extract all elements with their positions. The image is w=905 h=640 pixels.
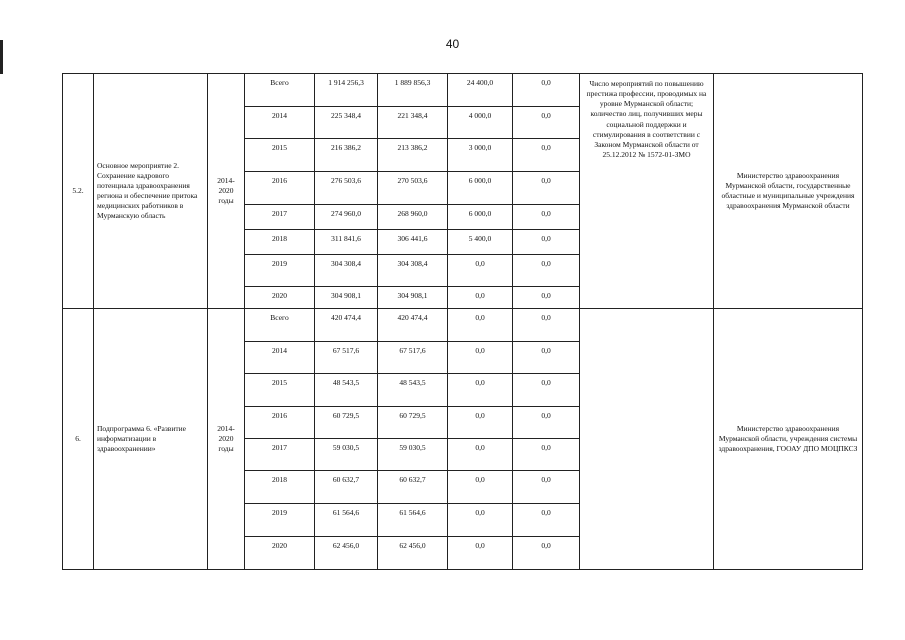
funding-cell-4: 0,0 (513, 255, 580, 287)
year-cell: 2020 (245, 537, 315, 570)
funding-cell-2: 304 908,1 (378, 287, 448, 309)
year-cell: Всего (245, 74, 315, 107)
funding-cell-2: 420 474,4 (378, 309, 448, 342)
funding-cell-4: 0,0 (513, 407, 580, 439)
funding-cell-4: 0,0 (513, 74, 580, 107)
total-cell: 48 543,5 (315, 374, 378, 407)
year-cell: 2016 (245, 407, 315, 439)
year-cell: 2017 (245, 205, 315, 230)
year-cell: 2019 (245, 504, 315, 537)
executor-cell: Министерство здравоохранения Мурманской области, государственные областные и муниципальные учреждения здравоохранения Мурманской области (714, 74, 863, 309)
total-cell: 67 517,6 (315, 342, 378, 374)
funding-cell-3: 6 000,0 (448, 205, 513, 230)
total-cell: 276 503,6 (315, 172, 378, 205)
funding-cell-3: 0,0 (448, 439, 513, 471)
funding-cell-2: 61 564,6 (378, 504, 448, 537)
funding-cell-4: 0,0 (513, 172, 580, 205)
year-cell: 2014 (245, 342, 315, 374)
funding-cell-3: 24 400,0 (448, 74, 513, 107)
section-index: 6. (63, 309, 94, 570)
funding-cell-2: 306 441,6 (378, 230, 448, 255)
funding-cell-4: 0,0 (513, 471, 580, 504)
funding-cell-2: 221 348,4 (378, 107, 448, 139)
funding-cell-2: 60 632,7 (378, 471, 448, 504)
funding-cell-3: 0,0 (448, 471, 513, 504)
indicator-cell (580, 309, 714, 570)
funding-cell-3: 0,0 (448, 407, 513, 439)
funding-cell-4: 0,0 (513, 537, 580, 570)
year-cell: 2020 (245, 287, 315, 309)
total-cell: 274 960,0 (315, 205, 378, 230)
funding-cell-2: 48 543,5 (378, 374, 448, 407)
funding-cell-3: 0,0 (448, 255, 513, 287)
total-cell: 225 348,4 (315, 107, 378, 139)
funding-cell-2: 60 729,5 (378, 407, 448, 439)
year-cell: 2018 (245, 230, 315, 255)
year-cell: 2015 (245, 139, 315, 172)
section-index: 5.2. (63, 74, 94, 309)
funding-cell-3: 0,0 (448, 504, 513, 537)
table-row (63, 74, 863, 107)
table-row (63, 309, 863, 342)
indicator-cell: Число мероприятий по повышению престижа профессии, проводимых на уровне Мурманской области; количество лиц, получивших меры социальной поддержки и стимулирования в соответствии с Законом Мурманской области от 25.12.2012 № 1572-01-ЗМО (580, 74, 714, 309)
funding-cell-4: 0,0 (513, 504, 580, 537)
total-cell: 216 386,2 (315, 139, 378, 172)
funding-cell-4: 0,0 (513, 309, 580, 342)
year-cell: 2018 (245, 471, 315, 504)
funding-cell-2: 270 503,6 (378, 172, 448, 205)
funding-cell-3: 0,0 (448, 287, 513, 309)
page-number: 40 (445, 37, 460, 51)
funding-cell-2: 59 030,5 (378, 439, 448, 471)
scan-margin-mark (0, 40, 3, 74)
section-name: Основное мероприятие 2. Сохранение кадрового потенциала здравоохранения региона и обеспечение притока медицинских работников в Мурманскую область (94, 74, 208, 309)
year-cell: 2017 (245, 439, 315, 471)
year-cell: 2014 (245, 107, 315, 139)
total-cell: 304 308,4 (315, 255, 378, 287)
funding-cell-4: 0,0 (513, 342, 580, 374)
funding-cell-4: 0,0 (513, 439, 580, 471)
funding-cell-3: 0,0 (448, 537, 513, 570)
funding-cell-3: 5 400,0 (448, 230, 513, 255)
total-cell: 59 030,5 (315, 439, 378, 471)
funding-cell-4: 0,0 (513, 205, 580, 230)
funding-cell-3: 0,0 (448, 374, 513, 407)
funding-cell-2: 1 889 856,3 (378, 74, 448, 107)
funding-cell-4: 0,0 (513, 230, 580, 255)
executor-cell: Министерство здравоохранения Мурманской области, учреждения системы здравоохранения, ГООАУ ДПО МОЦПКСЗ (714, 309, 863, 570)
total-cell: 304 908,1 (315, 287, 378, 309)
total-cell: 1 914 256,3 (315, 74, 378, 107)
funding-cell-2: 62 456,0 (378, 537, 448, 570)
total-cell: 420 474,4 (315, 309, 378, 342)
funding-cell-2: 213 386,2 (378, 139, 448, 172)
funding-cell-2: 67 517,6 (378, 342, 448, 374)
section-period: 2014-2020 годы (208, 74, 245, 309)
year-cell: 2019 (245, 255, 315, 287)
funding-cell-4: 0,0 (513, 139, 580, 172)
program-financing-table (62, 73, 863, 570)
funding-cell-3: 6 000,0 (448, 172, 513, 205)
funding-cell-3: 0,0 (448, 342, 513, 374)
year-cell: 2016 (245, 172, 315, 205)
funding-cell-4: 0,0 (513, 287, 580, 309)
funding-cell-2: 268 960,0 (378, 205, 448, 230)
year-cell: 2015 (245, 374, 315, 407)
section-name: Подпрограмма 6. «Развитие информатизации в здравоохранении» (94, 309, 208, 570)
funding-cell-3: 4 000,0 (448, 107, 513, 139)
total-cell: 60 632,7 (315, 471, 378, 504)
year-cell: Всего (245, 309, 315, 342)
total-cell: 60 729,5 (315, 407, 378, 439)
total-cell: 311 841,6 (315, 230, 378, 255)
funding-cell-3: 3 000,0 (448, 139, 513, 172)
funding-cell-3: 0,0 (448, 309, 513, 342)
funding-cell-4: 0,0 (513, 374, 580, 407)
total-cell: 61 564,6 (315, 504, 378, 537)
funding-cell-2: 304 308,4 (378, 255, 448, 287)
total-cell: 62 456,0 (315, 537, 378, 570)
section-period: 2014-2020 годы (208, 309, 245, 570)
funding-cell-4: 0,0 (513, 107, 580, 139)
